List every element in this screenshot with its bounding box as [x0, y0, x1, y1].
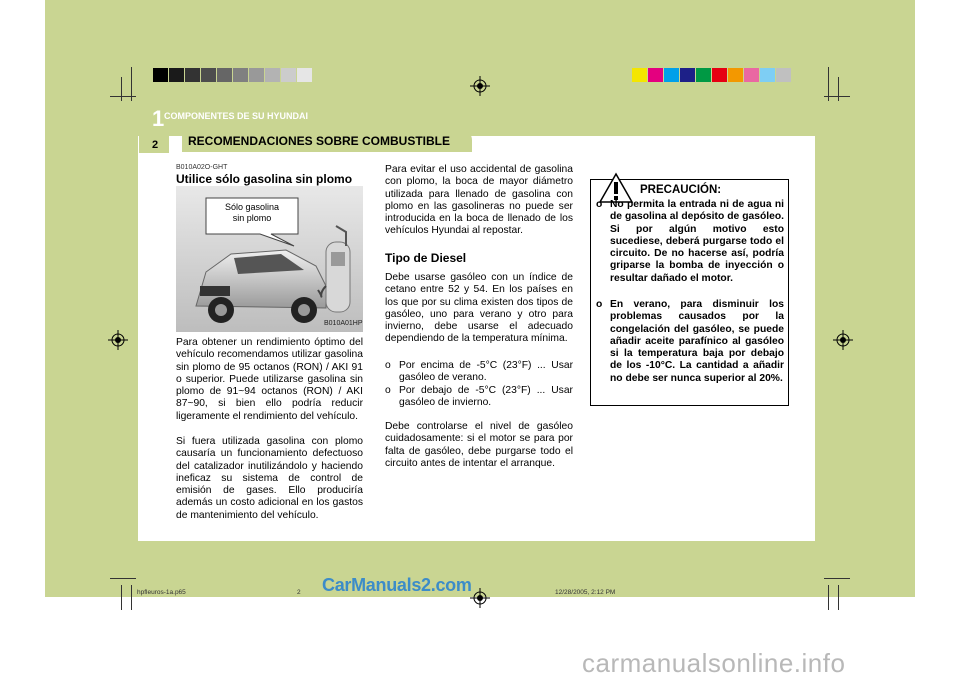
- gray-swatch: [217, 68, 232, 82]
- section-code: B010A02O-GHT: [176, 164, 228, 171]
- bullet-marker: o: [385, 360, 391, 371]
- page-number: 2: [152, 139, 159, 151]
- color-swatch: [760, 68, 775, 82]
- gray-swatch: [265, 68, 280, 82]
- crop-mark: [824, 578, 850, 579]
- section-title: RECOMENDACIONES SOBRE COMBUSTIBLE: [188, 134, 451, 148]
- registration-target-icon: [833, 330, 853, 350]
- crop-mark: [828, 585, 829, 610]
- gray-swatch: [201, 68, 216, 82]
- color-swatch: [744, 68, 759, 82]
- chapter-number: 1: [152, 106, 165, 131]
- list-item-text: Por debajo de -5°C (23°F) ... Usar gasóleo de invierno.: [399, 385, 573, 409]
- registration-target-icon: [470, 588, 490, 608]
- crop-mark: [110, 578, 136, 579]
- caution-item-text: No permita la entrada ni de agua ni de gasolina al depósito de gasóleo. Si por algún motivo esto sucediese, deberá purgarse todo el circuito. De no hacerse así, podría griparse la bomba de inyección o resultar dañado el motor.: [610, 199, 784, 284]
- color-swatch: [712, 68, 727, 82]
- bullet-marker: o: [596, 299, 603, 310]
- paragraph: Para obtener un rendimiento óptimo del vehículo recomendamos utilizar gasolina sin plomo de 95 octanos (RON) / AKI 91 o superior. Puede utilizarse gasolina sin plomo de 91~94 octanos (RON) / AKI 87~90, si bien ello podría reducir ligeramente el rendimiento del vehículo.: [176, 337, 363, 422]
- bullet-marker: o: [596, 199, 603, 210]
- chapter-title: COMPONENTES DE SU HYUNDAI: [164, 111, 309, 121]
- crop-mark: [131, 585, 132, 610]
- registration-target-icon: [470, 76, 490, 96]
- color-swatch: [664, 68, 679, 82]
- paragraph: Debe usarse gasóleo con un índice de cetano entre 52 y 54. En los países en los que por su clima existen dos tipos de gasóleo, uno para verano y otro para invierno, debe usarse el adecuado dependiendo de la temperatura mínima.: [385, 272, 573, 345]
- caution-item-text: En verano, para disminuir los problemas causados por la congelación del gasóleo, se puede añadir aceite parafínico al gasóleo si la temperatura baja por debajo de los -10°C. La cantidad a añadir no debe ser nunca superior al 20%.: [610, 299, 784, 384]
- diesel-heading: Tipo de Diesel: [385, 251, 467, 265]
- vehicle-fueling-illustration: [176, 186, 363, 332]
- color-swatch: [696, 68, 711, 82]
- section-heading: Utilice sólo gasolina sin plomo: [176, 172, 353, 186]
- caution-title: PRECAUCIÓN:: [640, 184, 722, 196]
- paragraph: Debe controlarse el nivel de gasóleo cuidadosamente: si el motor se para por falta de gasóleo, debe purgarse todo el circuito antes de intentar el arranque.: [385, 421, 573, 469]
- callout-line: Sólo gasolina: [224, 202, 280, 212]
- list-item: [385, 360, 573, 385]
- color-swatch: [776, 68, 791, 82]
- registration-target-icon: [108, 330, 128, 350]
- gray-swatch: [233, 68, 248, 82]
- crop-mark: [121, 585, 122, 610]
- paragraph: Para evitar el uso accidental de gasolina con plomo, la boca de mayor diámetro utilizada para llenado de gasolina con plomo en las gasolineras no puede ser introducida en la boca de llenado de los vehículos Hyundai al repostar.: [385, 164, 573, 237]
- caution-item: [596, 199, 784, 285]
- gray-swatch: [249, 68, 264, 82]
- gray-swatch: [153, 68, 168, 82]
- crop-mark: [121, 77, 122, 101]
- footer-file-name: hpfleuros-1a.p65: [137, 589, 186, 596]
- gray-swatch: [297, 68, 312, 82]
- caution-item: [596, 299, 784, 385]
- crop-mark: [838, 585, 839, 610]
- image-code: B010A01HP: [324, 320, 363, 327]
- footer-page: 2: [297, 589, 301, 596]
- callout-line: sin plomo: [232, 213, 272, 223]
- gray-swatch: [169, 68, 184, 82]
- color-swatch: [680, 68, 695, 82]
- crop-mark: [131, 67, 132, 101]
- crop-mark: [828, 67, 829, 101]
- list-item-text: Por encima de -5°C (23°F) ... Usar gasóleo de verano.: [399, 360, 573, 384]
- gray-swatch: [185, 68, 200, 82]
- watermark-bottom: carmanualsonline.info: [582, 648, 846, 678]
- footer-timestamp: 12/28/2005, 2:12 PM: [555, 589, 616, 596]
- crop-mark: [110, 96, 136, 97]
- paragraph: Si fuera utilizada gasolina con plomo causaría un funcionamiento defectuoso del catalizador inutilizándolo y haciendo ineficaz su sistema de control de emisión de gases. Ello produciría además un costo adicional en los gastos de mantenimiento del vehículo.: [176, 436, 363, 521]
- gray-swatch: [281, 68, 296, 82]
- color-swatch: [728, 68, 743, 82]
- watermark-top: CarManuals2.com: [322, 575, 472, 595]
- crop-mark: [838, 77, 839, 101]
- bullet-marker: o: [385, 385, 391, 396]
- color-swatch: [648, 68, 663, 82]
- callout-text: [206, 202, 298, 224]
- list-item: [385, 385, 573, 410]
- color-swatch: [632, 68, 647, 82]
